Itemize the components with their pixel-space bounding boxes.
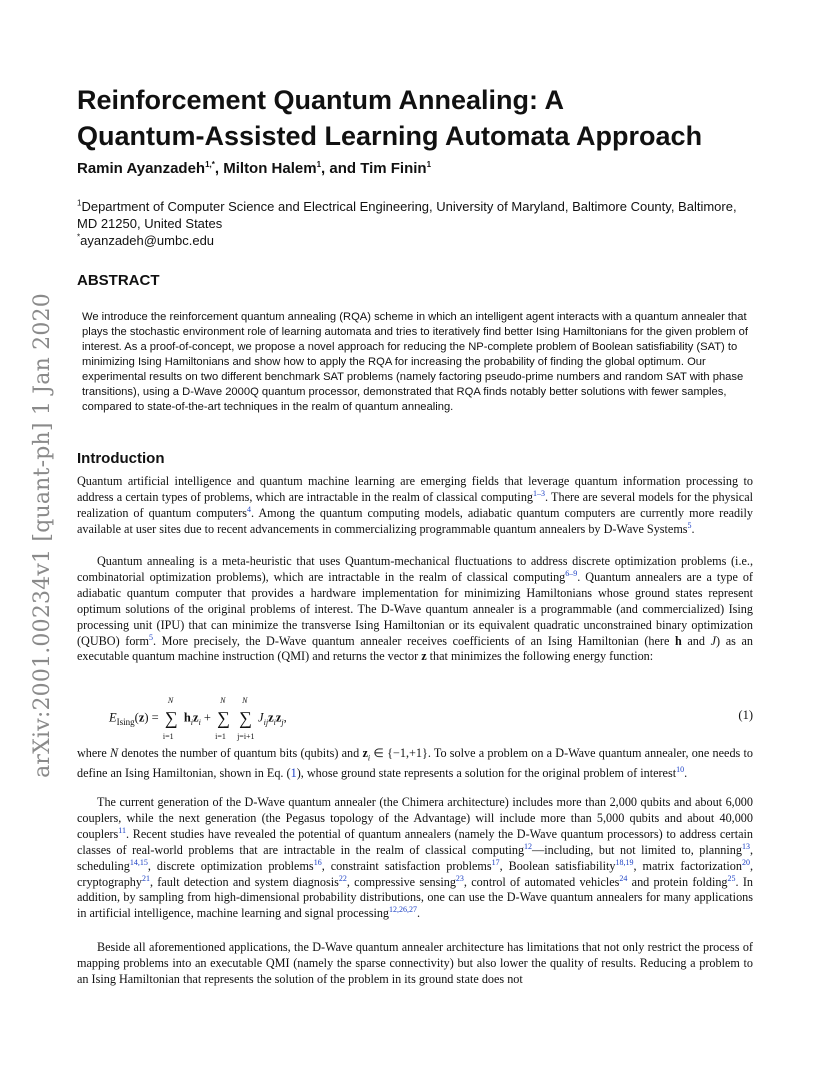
text-run: denotes the number of quantum bits (qubits) and — [118, 746, 363, 760]
eq-j: J — [258, 710, 264, 725]
citation-link[interactable]: 10 — [676, 765, 685, 775]
sum-lower: i=1 — [215, 732, 226, 741]
sum-lower: j=i+1 — [237, 732, 255, 741]
text-run: The current generation of the D-Wave quantum annealer (the Chimera architecture) includes more than 2,000 qubits and about 6,000 couplers, while the next generation (the Pegasus topology of the Advantage) will include more than 5,000 qubits and about 40,000 couplers — [77, 795, 753, 841]
text-run: , control of automated vehicles — [463, 874, 620, 889]
citation-link[interactable]: 20 — [741, 857, 750, 867]
citation-link[interactable]: 16 — [313, 857, 322, 867]
sum-lower: i=1 — [162, 732, 174, 741]
eq-plus: + — [200, 710, 215, 725]
affiliation — [77, 198, 757, 232]
author-3-sup: 1 — [426, 160, 432, 169]
math-z: z — [362, 746, 368, 760]
eq-sub: i — [190, 717, 193, 727]
author-list — [77, 160, 431, 177]
text-run: and — [681, 633, 711, 648]
citation-link[interactable]: 13 — [741, 841, 750, 851]
eq-energy: E — [109, 710, 117, 725]
math-z: z — [421, 649, 427, 664]
citation-link[interactable]: 6–9 — [565, 568, 578, 578]
citation-link[interactable]: 23 — [455, 873, 464, 883]
sum-symbol: ∑ N i=1 — [215, 696, 230, 741]
text-run: , compressive sensing — [346, 874, 456, 889]
author-2-sup: 1 — [316, 160, 322, 169]
paper-title — [77, 82, 777, 154]
author-sep: , — [214, 160, 224, 177]
equation-ref-link[interactable]: 1 — [290, 766, 297, 781]
citation-link[interactable]: 11 — [118, 825, 126, 835]
text-run: . Recent studies have revealed the potential of quantum annealers (namely the D-Wave quantum processors) to address certain classes of real-world problems that are intractable in the realm of classical computing — [77, 826, 753, 857]
citation-link[interactable]: 4 — [247, 504, 251, 514]
text-run: ), whose ground state represents a solution for the original problem of interest — [296, 766, 677, 781]
author-sep: , and — [321, 160, 361, 177]
text-run: , matrix factorization — [633, 858, 742, 873]
citation-link[interactable]: 12,26,27 — [389, 905, 418, 915]
abstract-heading: ABSTRACT — [77, 272, 160, 289]
eq-sub: ij — [263, 717, 269, 727]
sum-symbol: ∑ N i=1 — [162, 696, 178, 741]
citation-link[interactable]: 21 — [141, 873, 150, 883]
text-run: , fault detection and system diagnosis — [149, 874, 339, 889]
paragraph-1 — [77, 474, 753, 538]
author-1: Ramin Ayanzadeh — [77, 160, 206, 177]
eq-z: z — [193, 710, 199, 725]
text-run: , Boolean satisfiability — [499, 858, 616, 873]
eq-sub: i — [198, 717, 201, 727]
text-run: . — [417, 906, 421, 921]
citation-link[interactable]: 24 — [619, 873, 628, 883]
title-line-1: Reinforcement Quantum Annealing: A — [77, 85, 565, 115]
math-j: J — [710, 633, 717, 648]
citation-link[interactable]: 17 — [491, 857, 500, 867]
paragraph-3: where N denotes the number of quantum bits (qubits) and $z_i$ ∈ {−1,+1}. To solve a problem on a D-Wave quantum annealer, one needs to define an Ising Hamiltonian, shown in Eq. (1), whose ground state represents a solution for the original problem of interest$^{10}$. — [77, 746, 753, 781]
text-run: . More precisely, the D-Wave quantum annealer receives coefficients of an Ising Hamiltonian (here — [152, 633, 675, 648]
text-run: . — [691, 521, 695, 536]
citation-link[interactable]: 25 — [727, 873, 736, 883]
eq-h: h — [183, 710, 191, 725]
citation-link[interactable]: 18,19 — [615, 857, 634, 867]
text-run: . In addition, by sampling from high-dimensional probability distributions, one can use the D-Wave quantum annealers for many applications in artificial intelligence, machine learning and signal processing — [77, 874, 753, 921]
sum-upper: N — [220, 696, 226, 705]
text-run: Beside all aforementioned applications, the D-Wave quantum annealer architecture has limitations that not only restrict the process of mapping problems into an executable QMI (namely the sparse connectivity) but also lower the quality of results. Reducing a problem to an Ising Hamiltonian that represents the solution of the problem in its ground state does not — [77, 940, 753, 986]
corresponding-email — [77, 233, 214, 248]
text-run: . — [684, 766, 688, 781]
citation-link[interactable]: 5 — [148, 632, 153, 642]
text-run: , cryptography — [77, 858, 753, 889]
text-run: , discrete optimization problems — [147, 858, 314, 873]
author-1-sup: 1,* — [205, 160, 215, 169]
text-run: Quantum annealing is a meta-heuristic that uses Quantum-mechanical fluctuations to address discrete optimization problems (i.e., combinatorial optimization problems), which are intractable in the realm of classical computing — [77, 554, 753, 584]
author-3: Tim Finin — [360, 160, 427, 177]
title-line-2: Quantum-Assisted Learning Automata Approach — [77, 121, 703, 151]
eq-z: z — [275, 710, 282, 725]
paragraph-2 — [77, 554, 753, 665]
text-run: . Quantum annealers are a type of adiabatic quantum computer that provides a hardware implementation for minimizing Hamiltonians whose ground states represent optimum solutions of the original problems of interest. The D-Wave quantum annealer is a programmable (and commercialized) Ising processing unit (IPU) that can minimize the transverse Ising Hamiltonian or its equivalent quadratic unconstrained binary optimization (QUBO) form — [77, 569, 753, 648]
paragraph-4 — [77, 795, 753, 922]
author-2: Milton Halem — [223, 160, 317, 177]
affiliation-sup: 1 — [77, 198, 82, 208]
text-run: ∈ {−1,+1}. To solve a problem on a D-Wave quantum annealer, one needs to define an Ising Hamiltonian, shown in Eq. ( — [77, 746, 753, 781]
text-run: . Among the quantum computing models, adiabatic quantum computers are currently more readily available at user sites due to recent advancements in commercializing programmable quantum annealers by D-Wave Systems — [77, 505, 753, 536]
introduction-heading: Introduction — [77, 450, 165, 467]
text-run: where — [77, 746, 110, 760]
arxiv-stamp — [22, 290, 62, 780]
text-run: Quantum artificial intelligence and quantum machine learning are emerging fields that leverage quantum information processing to address a certain types of problems, which are intractable in the realm of classical computing — [77, 474, 753, 504]
text-run: . There are several models for the physical realization of quantum computers — [77, 489, 753, 520]
citation-link[interactable]: 5 — [687, 520, 692, 530]
eq-tail: , — [283, 710, 287, 725]
abstract-text: We introduce the reinforcement quantum annealing (RQA) scheme in which an intelligent agent interacts with a quantum annealer that plays the stochastic environment role of learning automata and tries to iteratively find better Ising Hamiltonians for the given problem of interest. As a proof-of-concept, we propose a novel approach for reducing the NP-complete problem of Boolean satisfiability (SAT) to minimizing Ising Hamiltonians and show how to apply the RQA for increasing the probability of finding the global optimum. Our experimental results on two different benchmark SAT problems (namely factoring pseudo-prime numbers and random SAT with phase transitions), using a D-Wave 2000Q quantum processor, demonstrated that RQA finds notably better solutions with fewer samples, compared to state-of-the-art techniques in the realm of quantum annealing. — [82, 311, 749, 413]
text-run: , scheduling — [77, 842, 753, 873]
sum-upper: N — [167, 696, 174, 705]
citation-link[interactable]: 1–3 — [533, 488, 546, 498]
text-run: that minimizes the following energy function: — [426, 649, 654, 664]
arxiv-stamp-text: arXiv:2001.00234v1 [quant-ph] 1 Jan 2020 — [29, 292, 55, 778]
email-sup: * — [77, 232, 81, 242]
math-n: N — [110, 746, 119, 760]
text-run: —including, but not limited to, planning — [532, 842, 742, 857]
text-run: , constraint satisfaction problems — [321, 858, 492, 873]
text-run: ) as an executable quantum machine instruction (QMI) and returns the vector — [77, 633, 754, 664]
affiliation-text: Department of Computer Science and Electrical Engineering, University of Maryland, Baltimore County, Baltimore, MD 21250, United States — [77, 199, 737, 231]
text-run: and protein folding — [627, 874, 728, 889]
citation-link[interactable]: 12 — [524, 841, 533, 851]
citation-link[interactable]: 14,15 — [129, 857, 148, 867]
eq-energy-sub: Ising — [116, 716, 135, 727]
citation-link[interactable]: 22 — [338, 873, 347, 883]
equation-1: $E_{Ising}(z)$ = ∑ N i=1 $h_iz_i$ + ∑ N i=1 ∑ N j=i+1 $J_{ij}z_iz_j$, (1) — [109, 696, 753, 741]
equation-number: (1) — [738, 708, 753, 722]
sum-symbol: ∑ N j=i+1 — [237, 696, 255, 741]
eq-z: z — [268, 710, 274, 725]
email-text: ayanzadeh@umbc.edu — [80, 233, 215, 248]
sum-upper: N — [242, 696, 248, 705]
paragraph-5 — [77, 940, 753, 988]
math-h: h — [675, 633, 682, 648]
